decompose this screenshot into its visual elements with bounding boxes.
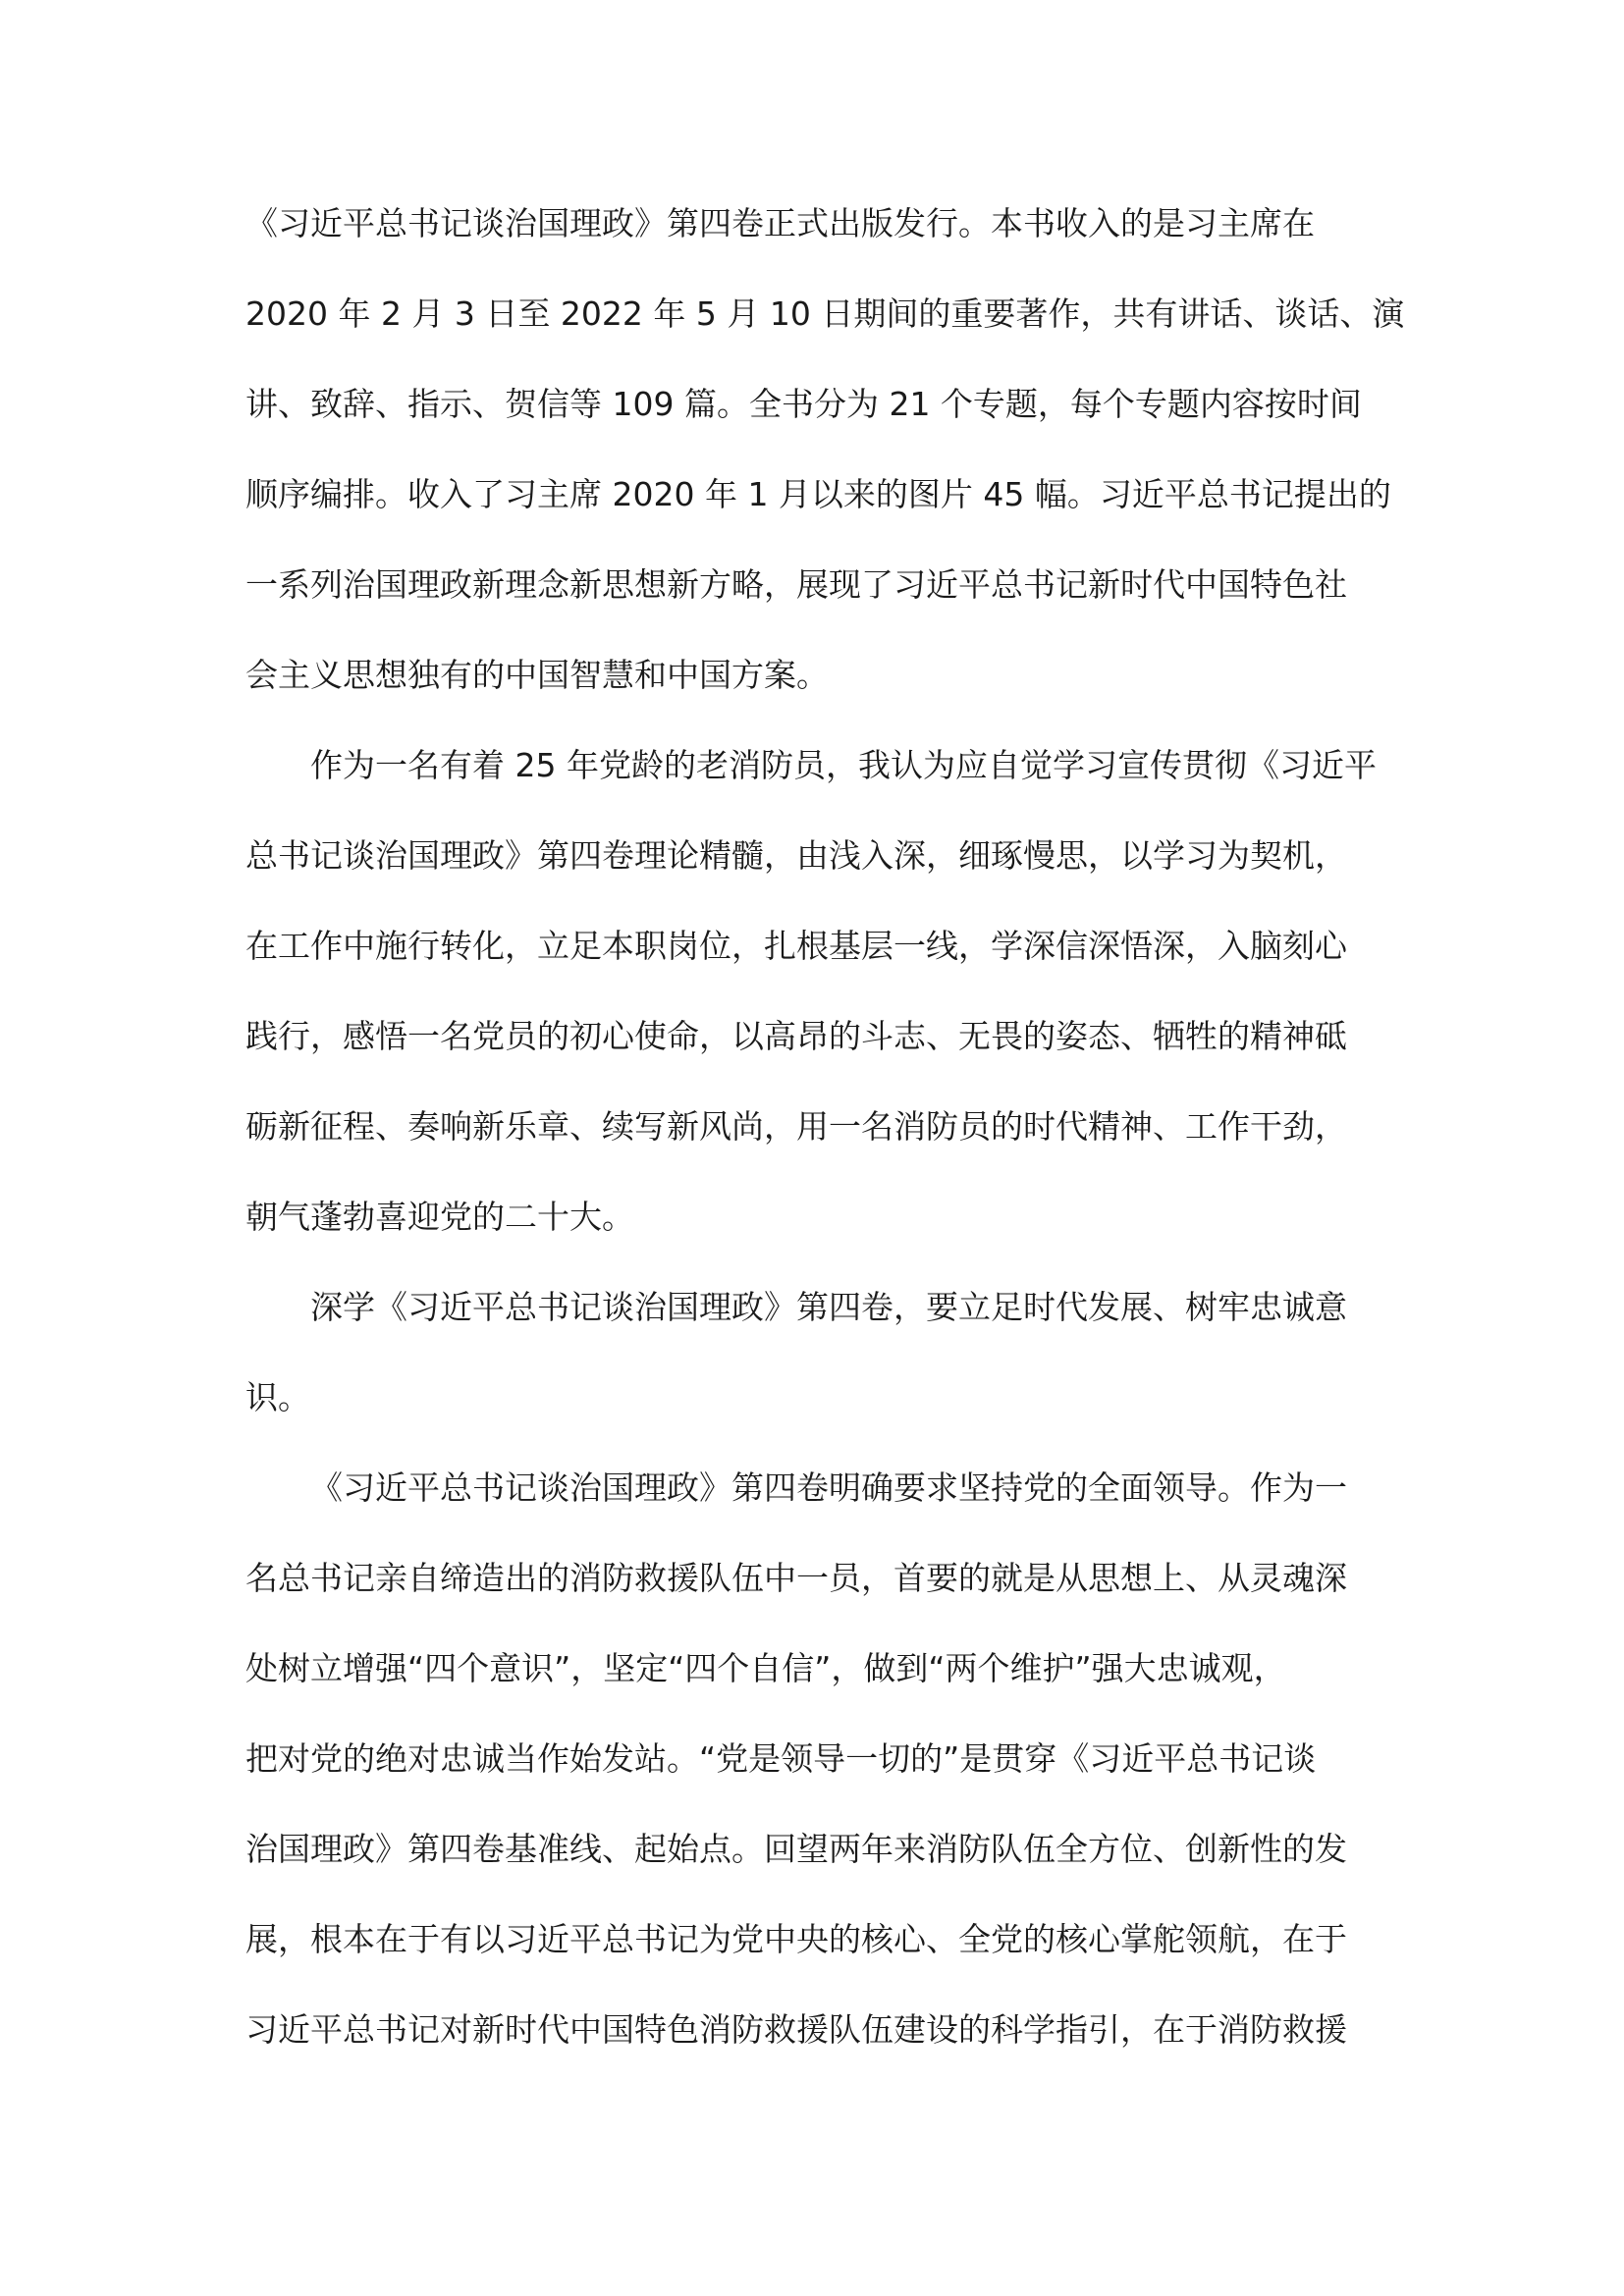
text-line: 把对党的绝对忠诚当作始发站。“党是领导一切的”是贯穿《习近平总书记谈 — [245, 1739, 1317, 1778]
text-line: 会主义思想独有的中国智慧和中国方案。 — [245, 656, 829, 694]
text-line: 处树立增强“四个意识”，坚定“四个自信”，做到“两个维护”强大忠诚观， — [245, 1649, 1286, 1687]
text-line: 习近平总书记对新时代中国特色消防救援队伍建设的科学指引，在于消防救援 — [245, 2010, 1347, 2049]
text-line: 作为一名有着 25 年党龄的老消防员，我认为应自觉学习宣传贯彻《习近平 — [310, 746, 1377, 784]
text-line: 治国理政》第四卷基准线、起始点。回望两年来消防队伍全方位、创新性的发 — [245, 1830, 1347, 1868]
text-line: 《习近平总书记谈治国理政》第四卷正式出版发行。本书收入的是习主席在 — [245, 204, 1315, 242]
text-line: 深学《习近平总书记谈治国理政》第四卷，要立足时代发展、树牢忠诚意 — [310, 1288, 1347, 1326]
text-line: 践行，感悟一名党员的初心使命，以高昂的斗志、无畏的姿态、牺牲的精神砥 — [245, 1017, 1347, 1055]
text-line: 讲、致辞、指示、贺信等 109 篇。全书分为 21 个专题，每个专题内容按时间 — [245, 385, 1362, 423]
text-line: 在工作中施行转化，立足本职岗位，扎根基层一线，学深信深悟深，入脑刻心 — [245, 927, 1347, 965]
text-line: 顺序编排。收入了习主席 2020 年 1 月以来的图片 45 幅。习近平总书记提出的 — [245, 475, 1391, 513]
text-line: 砺新征程、奏响新乐章、续写新风尚，用一名消防员的时代精神、工作干劲， — [245, 1107, 1347, 1146]
text-line: 《习近平总书记谈治国理政》第四卷明确要求坚持党的全面领导。作为一 — [310, 1468, 1347, 1507]
text-line: 一系列治国理政新理念新思想新方略，展现了习近平总书记新时代中国特色社 — [245, 565, 1347, 604]
text-line: 总书记谈治国理政》第四卷理论精髓，由浅入深，细琢慢思，以学习为契机， — [245, 836, 1347, 875]
text-line: 2020 年 2 月 3 日至 2022 年 5 月 10 日期间的重要著作，共有讲话、谈话、演 — [245, 294, 1405, 333]
text-line: 名总书记亲自缔造出的消防救援队伍中一员，首要的就是从思想上、从灵魂深 — [245, 1559, 1347, 1597]
text-line: 展，根本在于有以习近平总书记为党中央的核心、全党的核心掌舵领航，在于 — [245, 1920, 1347, 1958]
text-line: 识。 — [245, 1378, 310, 1416]
text-line: 朝气蓬勃喜迎党的二十大。 — [245, 1198, 634, 1236]
